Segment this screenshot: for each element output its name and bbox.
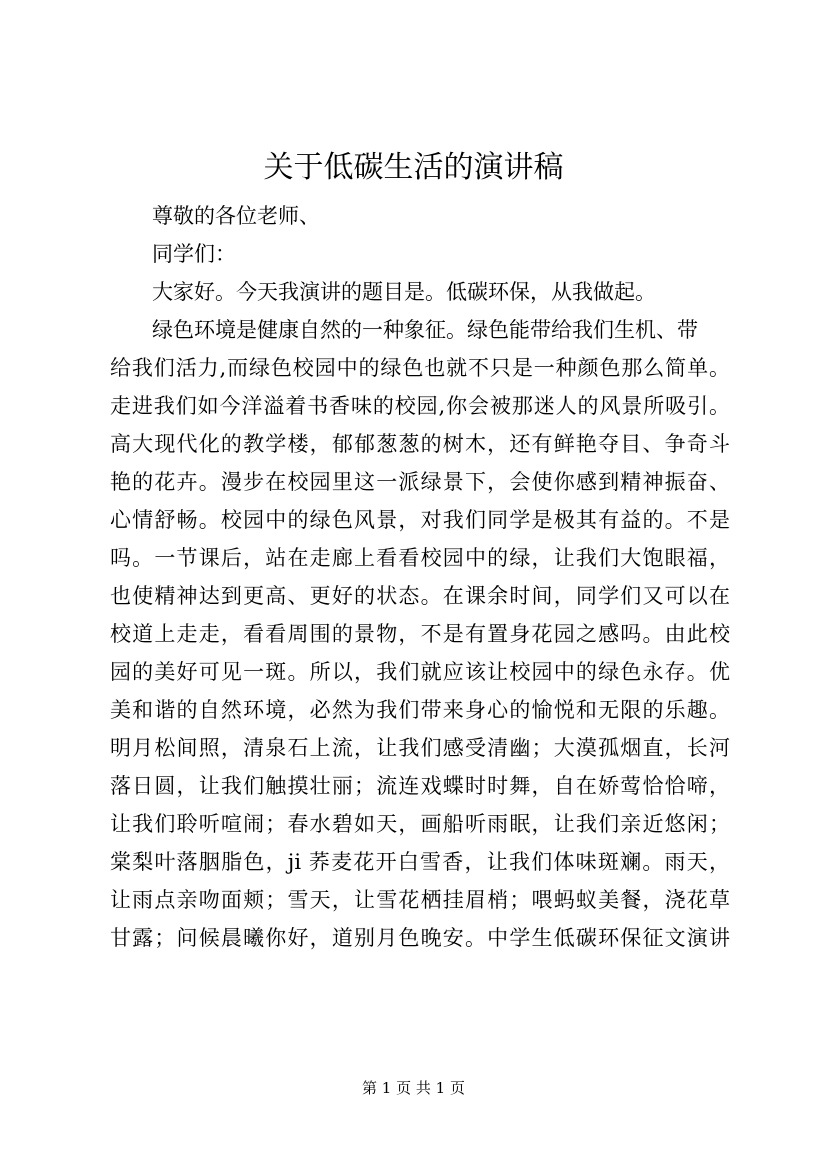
paragraph-line: 高大现代化的教学楼，郁郁葱葱的树木，还有鲜艳夺目、争奇斗 (110, 432, 730, 456)
document-title: 关于低碳生活的演讲稿 (263, 150, 564, 185)
paragraph-line: 走进我们如今洋溢着书香味的校园,你会被那迷人的风景所吸引。 (110, 394, 730, 418)
paragraph-line: 同学们： (152, 242, 236, 266)
paragraph-line: 也使精神达到更高、更好的状态。在课余时间，同学们又可以在 (110, 584, 730, 608)
paragraph-line: 让我们聆听喧闹；春水碧如天，画船听雨眠，让我们亲近悠闲； (110, 812, 730, 836)
paragraph-line: 园的美好可见一斑。所以，我们就应该让校园中的绿色永存。优 (110, 660, 730, 684)
paragraph-line: 校道上走走，看看周围的景物，不是有置身花园之感吗。由此校 (110, 622, 730, 646)
paragraph-line: 心情舒畅。校园中的绿色风景，对我们同学是极其有益的。不是 (110, 508, 730, 532)
paragraph-line: 美和谐的自然环境，必然为我们带来身心的愉悦和无限的乐趣。 (110, 698, 730, 722)
document-body (110, 197, 730, 957)
page-number-footer: 第 1 页 共 1 页 (362, 1079, 465, 1097)
paragraph-line: 让雨点亲吻面颊；雪天，让雪花栖挂眉梢；喂蚂蚁美餐，浇花草 (110, 888, 730, 912)
paragraph-line: 棠梨叶落胭脂色，ji 荞麦花开白雪香，让我们体味斑斓。雨天， (110, 850, 730, 874)
paragraph-line: 吗。一节课后，站在走廊上看看校园中的绿，让我们大饱眼福， (110, 546, 730, 570)
paragraph-line: 甘露；问候晨曦你好，道别月色晚安。中学生低碳环保征文演讲 (110, 926, 730, 950)
paragraph-line: 尊敬的各位老师、 (152, 204, 320, 228)
paragraph-line: 落日圆，让我们触摸壮丽；流连戏蝶时时舞，自在娇莺恰恰啼， (110, 774, 730, 798)
paragraph-line: 大家好。今天我演讲的题目是。低碳环保，从我做起。 (152, 280, 656, 304)
paragraph-line: 绿色环境是健康自然的一种象征。绿色能带给我们生机、带 (152, 318, 698, 342)
paragraph-line: 艳的花卉。漫步在校园里这一派绿景下，会使你感到精神振奋、 (110, 470, 730, 494)
paragraph-line: 给我们活力,而绿色校园中的绿色也就不只是一种颜色那么简单。 (110, 356, 730, 380)
paragraph-line: 明月松间照，清泉石上流，让我们感受清幽；大漠孤烟直，长河 (110, 736, 730, 760)
